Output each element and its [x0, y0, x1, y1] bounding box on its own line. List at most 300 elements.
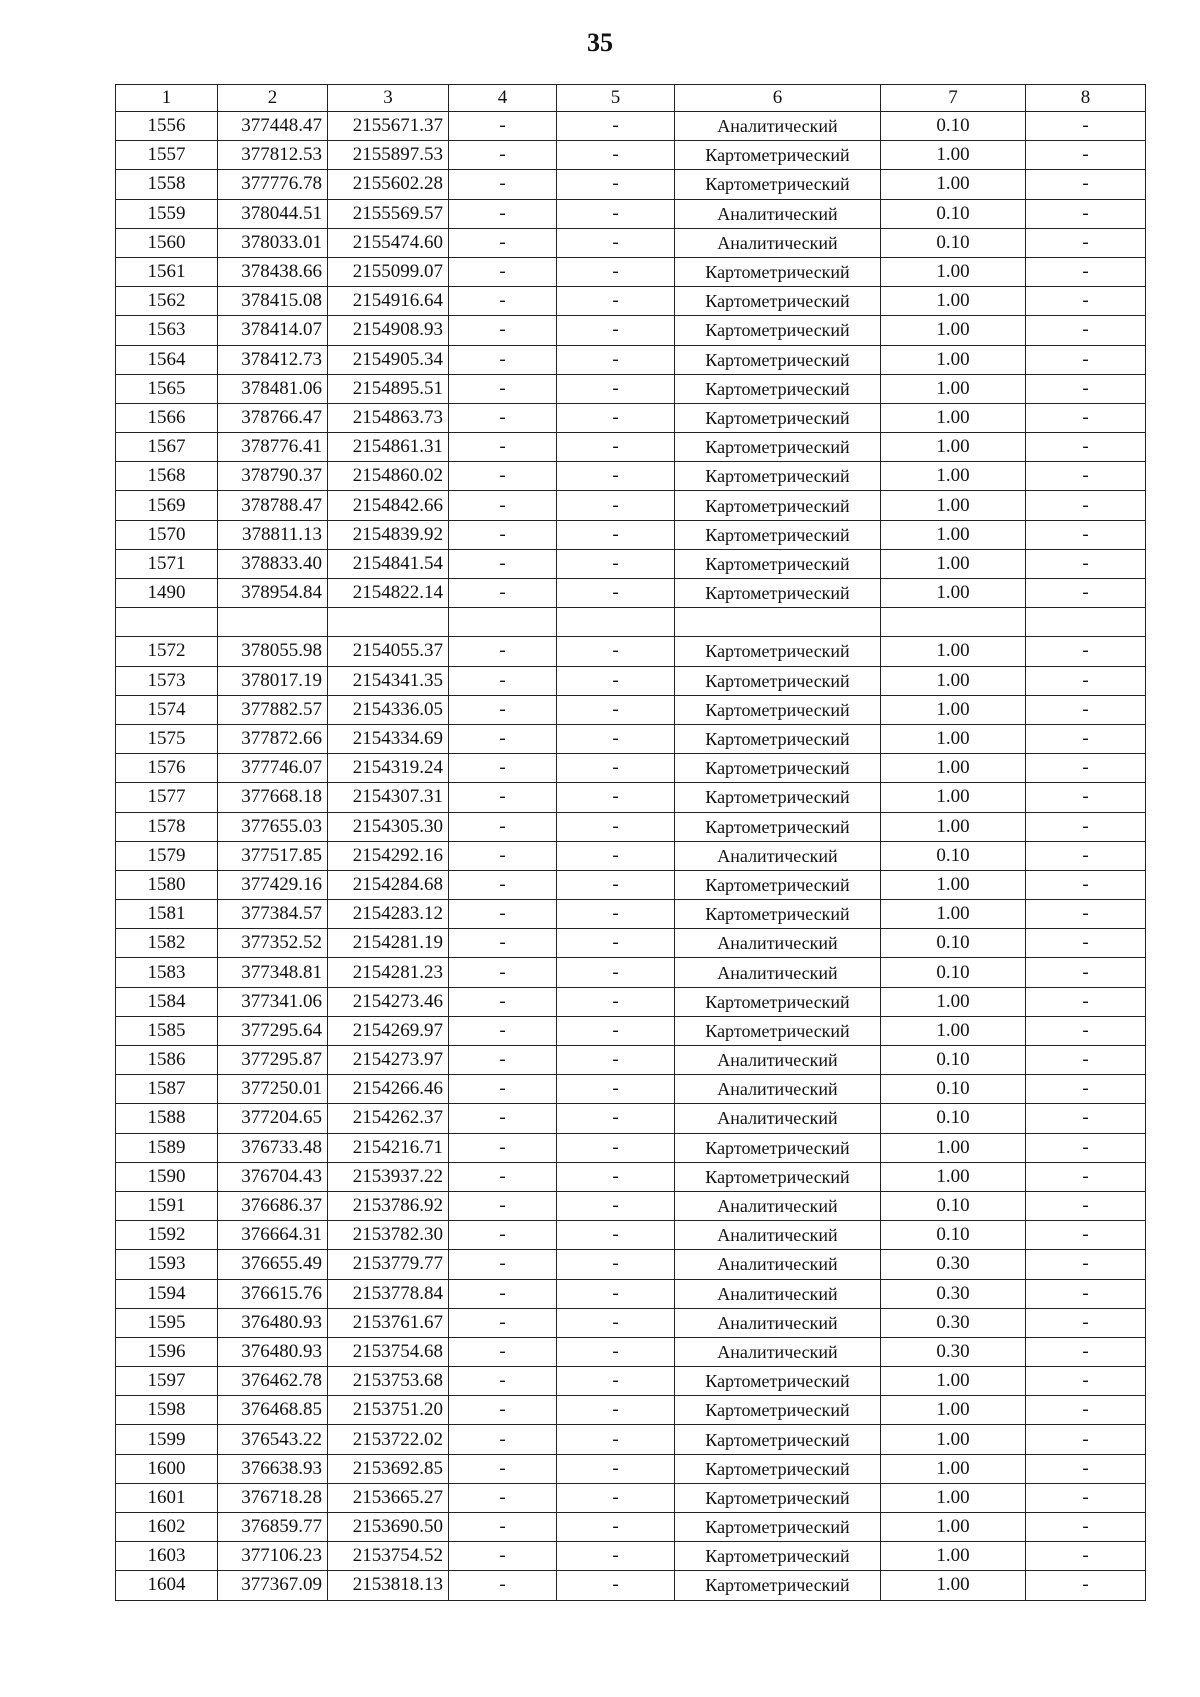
x-coordinate-cell: 376686.37 — [218, 1191, 328, 1220]
col5-cell: - — [557, 841, 675, 870]
point-number-cell: 1577 — [116, 783, 218, 812]
point-number-cell: 1556 — [116, 112, 218, 141]
x-coordinate-cell: 378415.08 — [218, 287, 328, 316]
accuracy-cell: 1.00 — [881, 1016, 1026, 1045]
y-coordinate-cell: 2155099.07 — [328, 257, 449, 286]
table-row — [116, 199, 1146, 228]
point-number-cell: 1599 — [116, 1425, 218, 1454]
accuracy-cell: 0.10 — [881, 199, 1026, 228]
col5-cell: - — [557, 462, 675, 491]
col4-cell: - — [449, 1513, 557, 1542]
accuracy-cell: 1.00 — [881, 316, 1026, 345]
y-coordinate-cell: 2153690.50 — [328, 1513, 449, 1542]
col5-cell: - — [557, 228, 675, 257]
accuracy-cell: 0.10 — [881, 112, 1026, 141]
accuracy-cell: 1.00 — [881, 1162, 1026, 1191]
accuracy-cell: 1.00 — [881, 549, 1026, 578]
col5-cell: - — [557, 345, 675, 374]
col5-cell: - — [557, 549, 675, 578]
x-coordinate-cell: 377812.53 — [218, 141, 328, 170]
col5-cell: - — [557, 1367, 675, 1396]
point-number-cell: 1557 — [116, 141, 218, 170]
col8-cell: - — [1026, 1046, 1146, 1075]
accuracy-cell: 1.00 — [881, 637, 1026, 666]
table-row — [116, 112, 1146, 141]
x-coordinate-cell: 376859.77 — [218, 1513, 328, 1542]
accuracy-cell: 1.00 — [881, 1367, 1026, 1396]
col5-cell: - — [557, 1279, 675, 1308]
y-coordinate-cell: 2154273.46 — [328, 987, 449, 1016]
col5-cell: - — [557, 929, 675, 958]
y-coordinate-cell: 2154842.66 — [328, 491, 449, 520]
point-number-cell: 1568 — [116, 462, 218, 491]
accuracy-cell: 0.30 — [881, 1308, 1026, 1337]
col8-cell: - — [1026, 1542, 1146, 1571]
x-coordinate-cell: 377348.81 — [218, 958, 328, 987]
col8-cell: - — [1026, 754, 1146, 783]
col5-cell: - — [557, 287, 675, 316]
col8-cell: - — [1026, 403, 1146, 432]
point-number-cell: 1589 — [116, 1133, 218, 1162]
col8-cell: - — [1026, 783, 1146, 812]
x-coordinate-cell: 376733.48 — [218, 1133, 328, 1162]
method-cell: Картометрический — [675, 1425, 881, 1454]
col4-cell: - — [449, 170, 557, 199]
column-header: 5 — [557, 85, 675, 112]
col8-cell: - — [1026, 1308, 1146, 1337]
col8-cell: - — [1026, 345, 1146, 374]
col5-cell: - — [557, 1046, 675, 1075]
col8-cell: - — [1026, 1396, 1146, 1425]
col8-cell: - — [1026, 1191, 1146, 1220]
col8-cell: - — [1026, 1016, 1146, 1045]
method-cell: Аналитический — [675, 1075, 881, 1104]
table-row — [116, 1571, 1146, 1600]
method-cell: Картометрический — [675, 900, 881, 929]
y-coordinate-cell: 2153761.67 — [328, 1308, 449, 1337]
table-row — [116, 1221, 1146, 1250]
accuracy-cell: 0.10 — [881, 228, 1026, 257]
x-coordinate-cell: 377352.52 — [218, 929, 328, 958]
col4-cell: - — [449, 199, 557, 228]
table-row — [116, 141, 1146, 170]
accuracy-cell: 0.10 — [881, 1191, 1026, 1220]
table-row — [116, 812, 1146, 841]
point-number-cell: 1603 — [116, 1542, 218, 1571]
accuracy-cell: 1.00 — [881, 141, 1026, 170]
col8-cell: - — [1026, 1133, 1146, 1162]
method-cell: Картометрический — [675, 491, 881, 520]
col8-cell: - — [1026, 870, 1146, 899]
y-coordinate-cell: 2153778.84 — [328, 1279, 449, 1308]
col8-cell: - — [1026, 1571, 1146, 1600]
x-coordinate-cell: 377204.65 — [218, 1104, 328, 1133]
x-coordinate-cell: 377776.78 — [218, 170, 328, 199]
y-coordinate-cell: 2155602.28 — [328, 170, 449, 199]
point-number-cell: 1600 — [116, 1454, 218, 1483]
method-cell: Картометрический — [675, 1133, 881, 1162]
point-number-cell: 1561 — [116, 257, 218, 286]
table-row — [116, 1133, 1146, 1162]
y-coordinate-cell: 2153937.22 — [328, 1162, 449, 1191]
table-row — [116, 1075, 1146, 1104]
col8-cell: - — [1026, 520, 1146, 549]
col5-cell: - — [557, 257, 675, 286]
col4-cell: - — [449, 1133, 557, 1162]
table-row — [116, 1367, 1146, 1396]
x-coordinate-cell: 378033.01 — [218, 228, 328, 257]
col5-cell: - — [557, 520, 675, 549]
col4-cell: - — [449, 637, 557, 666]
accuracy-cell — [881, 608, 1026, 637]
point-number-cell: 1565 — [116, 374, 218, 403]
y-coordinate-cell: 2154307.31 — [328, 783, 449, 812]
y-coordinate-cell: 2154281.19 — [328, 929, 449, 958]
col5-cell: - — [557, 374, 675, 403]
method-cell: Аналитический — [675, 1308, 881, 1337]
x-coordinate-cell: 378055.98 — [218, 637, 328, 666]
accuracy-cell: 1.00 — [881, 754, 1026, 783]
col8-cell: - — [1026, 1250, 1146, 1279]
col5-cell: - — [557, 812, 675, 841]
x-coordinate-cell: 377448.47 — [218, 112, 328, 141]
column-header: 3 — [328, 85, 449, 112]
table-header-row — [116, 85, 1146, 112]
table-row — [116, 403, 1146, 432]
table-row — [116, 637, 1146, 666]
y-coordinate-cell: 2153753.68 — [328, 1367, 449, 1396]
col4-cell: - — [449, 228, 557, 257]
x-coordinate-cell: 378776.41 — [218, 433, 328, 462]
col8-cell: - — [1026, 1104, 1146, 1133]
table-row — [116, 1308, 1146, 1337]
point-number-cell: 1570 — [116, 520, 218, 549]
y-coordinate-cell: 2154262.37 — [328, 1104, 449, 1133]
col8-cell: - — [1026, 257, 1146, 286]
col4-cell: - — [449, 1542, 557, 1571]
method-cell: Аналитический — [675, 958, 881, 987]
col5-cell: - — [557, 1308, 675, 1337]
point-number-cell: 1567 — [116, 433, 218, 462]
accuracy-cell: 1.00 — [881, 433, 1026, 462]
point-number-cell: 1591 — [116, 1191, 218, 1220]
col5-cell: - — [557, 1075, 675, 1104]
col5-cell: - — [557, 1191, 675, 1220]
x-coordinate-cell: 377882.57 — [218, 695, 328, 724]
col5-cell: - — [557, 987, 675, 1016]
col8-cell: - — [1026, 316, 1146, 345]
table-row — [116, 900, 1146, 929]
point-number-cell: 1558 — [116, 170, 218, 199]
page-number: 35 — [587, 28, 613, 57]
point-number-cell: 1582 — [116, 929, 218, 958]
x-coordinate-cell — [218, 608, 328, 637]
accuracy-cell: 1.00 — [881, 1483, 1026, 1512]
col8-cell: - — [1026, 1279, 1146, 1308]
method-cell: Картометрический — [675, 141, 881, 170]
col5-cell: - — [557, 1513, 675, 1542]
method-cell: Картометрический — [675, 316, 881, 345]
method-cell — [675, 608, 881, 637]
col4-cell: - — [449, 1221, 557, 1250]
col4-cell: - — [449, 900, 557, 929]
x-coordinate-cell: 377341.06 — [218, 987, 328, 1016]
col4-cell: - — [449, 433, 557, 462]
y-coordinate-cell: 2154860.02 — [328, 462, 449, 491]
col4-cell: - — [449, 1046, 557, 1075]
accuracy-cell: 0.30 — [881, 1250, 1026, 1279]
col4-cell: - — [449, 1308, 557, 1337]
method-cell: Картометрический — [675, 783, 881, 812]
col5-cell: - — [557, 1016, 675, 1045]
table-row — [116, 1016, 1146, 1045]
method-cell: Картометрический — [675, 987, 881, 1016]
accuracy-cell: 1.00 — [881, 695, 1026, 724]
accuracy-cell: 1.00 — [881, 170, 1026, 199]
col4-cell: - — [449, 316, 557, 345]
y-coordinate-cell: 2154839.92 — [328, 520, 449, 549]
point-number-cell: 1584 — [116, 987, 218, 1016]
x-coordinate-cell: 376480.93 — [218, 1337, 328, 1366]
accuracy-cell: 1.00 — [881, 491, 1026, 520]
col4-cell: - — [449, 1337, 557, 1366]
y-coordinate-cell: 2153754.52 — [328, 1542, 449, 1571]
col8-cell: - — [1026, 900, 1146, 929]
x-coordinate-cell: 376462.78 — [218, 1367, 328, 1396]
col8-cell: - — [1026, 433, 1146, 462]
y-coordinate-cell: 2154284.68 — [328, 870, 449, 899]
table-row — [116, 491, 1146, 520]
col5-cell: - — [557, 637, 675, 666]
method-cell: Картометрический — [675, 1396, 881, 1425]
method-cell: Картометрический — [675, 1016, 881, 1045]
method-cell: Аналитический — [675, 199, 881, 228]
table-row — [116, 724, 1146, 753]
col8-cell: - — [1026, 1337, 1146, 1366]
table-row — [116, 374, 1146, 403]
col4-cell: - — [449, 1075, 557, 1104]
col5-cell: - — [557, 724, 675, 753]
x-coordinate-cell: 376664.31 — [218, 1221, 328, 1250]
col4-cell: - — [449, 257, 557, 286]
accuracy-cell: 1.00 — [881, 1513, 1026, 1542]
method-cell: Аналитический — [675, 1191, 881, 1220]
col5-cell: - — [557, 112, 675, 141]
point-number-cell: 1573 — [116, 666, 218, 695]
point-number-cell: 1586 — [116, 1046, 218, 1075]
col5-cell: - — [557, 1133, 675, 1162]
col4-cell: - — [449, 812, 557, 841]
point-number-cell: 1581 — [116, 900, 218, 929]
method-cell: Картометрический — [675, 1571, 881, 1600]
col5-cell: - — [557, 403, 675, 432]
accuracy-cell: 1.00 — [881, 462, 1026, 491]
x-coordinate-cell: 378438.66 — [218, 257, 328, 286]
table-row — [116, 287, 1146, 316]
col4-cell: - — [449, 462, 557, 491]
table-row — [116, 433, 1146, 462]
y-coordinate-cell: 2154281.23 — [328, 958, 449, 987]
col4-cell: - — [449, 1104, 557, 1133]
table-row — [116, 462, 1146, 491]
col5-cell: - — [557, 199, 675, 228]
col4-cell: - — [449, 695, 557, 724]
method-cell: Аналитический — [675, 1279, 881, 1308]
point-number-cell: 1579 — [116, 841, 218, 870]
table-row — [116, 1425, 1146, 1454]
method-cell: Аналитический — [675, 1250, 881, 1279]
col8-cell: - — [1026, 929, 1146, 958]
y-coordinate-cell: 2155897.53 — [328, 141, 449, 170]
y-coordinate-cell: 2154305.30 — [328, 812, 449, 841]
point-number-cell: 1578 — [116, 812, 218, 841]
col4-cell: - — [449, 754, 557, 783]
x-coordinate-cell: 378481.06 — [218, 374, 328, 403]
col4-cell: - — [449, 958, 557, 987]
point-number-cell: 1601 — [116, 1483, 218, 1512]
col4-cell: - — [449, 1571, 557, 1600]
method-cell: Картометрический — [675, 666, 881, 695]
table-row — [116, 228, 1146, 257]
col8-cell: - — [1026, 141, 1146, 170]
col8-cell: - — [1026, 1075, 1146, 1104]
table-row — [116, 1279, 1146, 1308]
accuracy-cell: 0.10 — [881, 1046, 1026, 1075]
col4-cell: - — [449, 1425, 557, 1454]
point-number-cell: 1569 — [116, 491, 218, 520]
method-cell: Картометрический — [675, 1513, 881, 1542]
col8-cell: - — [1026, 228, 1146, 257]
table-row — [116, 579, 1146, 608]
x-coordinate-cell: 377668.18 — [218, 783, 328, 812]
method-cell: Аналитический — [675, 112, 881, 141]
y-coordinate-cell: 2154863.73 — [328, 403, 449, 432]
accuracy-cell: 1.00 — [881, 520, 1026, 549]
point-number-cell: 1563 — [116, 316, 218, 345]
col5-cell: - — [557, 900, 675, 929]
col4-cell: - — [449, 1250, 557, 1279]
col5-cell: - — [557, 754, 675, 783]
method-cell: Картометрический — [675, 345, 881, 374]
x-coordinate-cell: 378954.84 — [218, 579, 328, 608]
x-coordinate-cell: 377295.87 — [218, 1046, 328, 1075]
y-coordinate-cell: 2154273.97 — [328, 1046, 449, 1075]
x-coordinate-cell: 378833.40 — [218, 549, 328, 578]
table-body — [116, 85, 1146, 1601]
col5-cell — [557, 608, 675, 637]
method-cell: Аналитический — [675, 841, 881, 870]
col4-cell: - — [449, 929, 557, 958]
y-coordinate-cell: 2153722.02 — [328, 1425, 449, 1454]
col5-cell: - — [557, 433, 675, 462]
coordinates-table — [115, 84, 1146, 1601]
col8-cell: - — [1026, 695, 1146, 724]
x-coordinate-cell: 376655.49 — [218, 1250, 328, 1279]
method-cell: Картометрический — [675, 812, 881, 841]
x-coordinate-cell: 378811.13 — [218, 520, 328, 549]
col4-cell: - — [449, 666, 557, 695]
x-coordinate-cell: 376480.93 — [218, 1308, 328, 1337]
y-coordinate-cell: 2154216.71 — [328, 1133, 449, 1162]
method-cell: Картометрический — [675, 374, 881, 403]
column-header: 7 — [881, 85, 1026, 112]
table-row — [116, 1337, 1146, 1366]
col5-cell: - — [557, 1571, 675, 1600]
point-number-cell: 1598 — [116, 1396, 218, 1425]
accuracy-cell: 1.00 — [881, 870, 1026, 899]
x-coordinate-cell: 376704.43 — [218, 1162, 328, 1191]
y-coordinate-cell: 2154334.69 — [328, 724, 449, 753]
point-number-cell: 1594 — [116, 1279, 218, 1308]
x-coordinate-cell: 377655.03 — [218, 812, 328, 841]
col8-cell: - — [1026, 462, 1146, 491]
accuracy-cell: 1.00 — [881, 1571, 1026, 1600]
table-row — [116, 1250, 1146, 1279]
point-number-cell: 1574 — [116, 695, 218, 724]
method-cell: Аналитический — [675, 228, 881, 257]
table-row — [116, 316, 1146, 345]
point-number-cell: 1587 — [116, 1075, 218, 1104]
accuracy-cell: 0.10 — [881, 929, 1026, 958]
y-coordinate-cell: 2154055.37 — [328, 637, 449, 666]
x-coordinate-cell: 377250.01 — [218, 1075, 328, 1104]
col4-cell: - — [449, 287, 557, 316]
point-number-cell: 1564 — [116, 345, 218, 374]
col8-cell: - — [1026, 724, 1146, 753]
y-coordinate-cell: 2153782.30 — [328, 1221, 449, 1250]
y-coordinate-cell: 2153779.77 — [328, 1250, 449, 1279]
col4-cell: - — [449, 1483, 557, 1512]
point-number-cell: 1490 — [116, 579, 218, 608]
col8-cell: - — [1026, 812, 1146, 841]
col8-cell: - — [1026, 287, 1146, 316]
table-row — [116, 257, 1146, 286]
method-cell: Картометрический — [675, 754, 881, 783]
method-cell: Картометрический — [675, 520, 881, 549]
x-coordinate-cell: 376638.93 — [218, 1454, 328, 1483]
table-row — [116, 783, 1146, 812]
table-row — [116, 520, 1146, 549]
point-number-cell: 1604 — [116, 1571, 218, 1600]
table-row — [116, 1483, 1146, 1512]
col8-cell: - — [1026, 1454, 1146, 1483]
x-coordinate-cell: 376468.85 — [218, 1396, 328, 1425]
col8-cell — [1026, 608, 1146, 637]
method-cell: Картометрический — [675, 1162, 881, 1191]
method-cell: Картометрический — [675, 1367, 881, 1396]
x-coordinate-cell: 378017.19 — [218, 666, 328, 695]
accuracy-cell: 1.00 — [881, 579, 1026, 608]
point-number-cell: 1576 — [116, 754, 218, 783]
table-row — [116, 1542, 1146, 1571]
col4-cell: - — [449, 1396, 557, 1425]
accuracy-cell: 1.00 — [881, 1396, 1026, 1425]
table-row — [116, 754, 1146, 783]
point-number-cell: 1585 — [116, 1016, 218, 1045]
table-row — [116, 1513, 1146, 1542]
col5-cell: - — [557, 1425, 675, 1454]
method-cell: Картометрический — [675, 1454, 881, 1483]
x-coordinate-cell: 378788.47 — [218, 491, 328, 520]
x-coordinate-cell: 376543.22 — [218, 1425, 328, 1454]
accuracy-cell: 1.00 — [881, 783, 1026, 812]
col5-cell: - — [557, 1250, 675, 1279]
col4-cell: - — [449, 1279, 557, 1308]
col4-cell: - — [449, 491, 557, 520]
method-cell: Картометрический — [675, 1483, 881, 1512]
method-cell: Картометрический — [675, 579, 881, 608]
col4-cell: - — [449, 520, 557, 549]
